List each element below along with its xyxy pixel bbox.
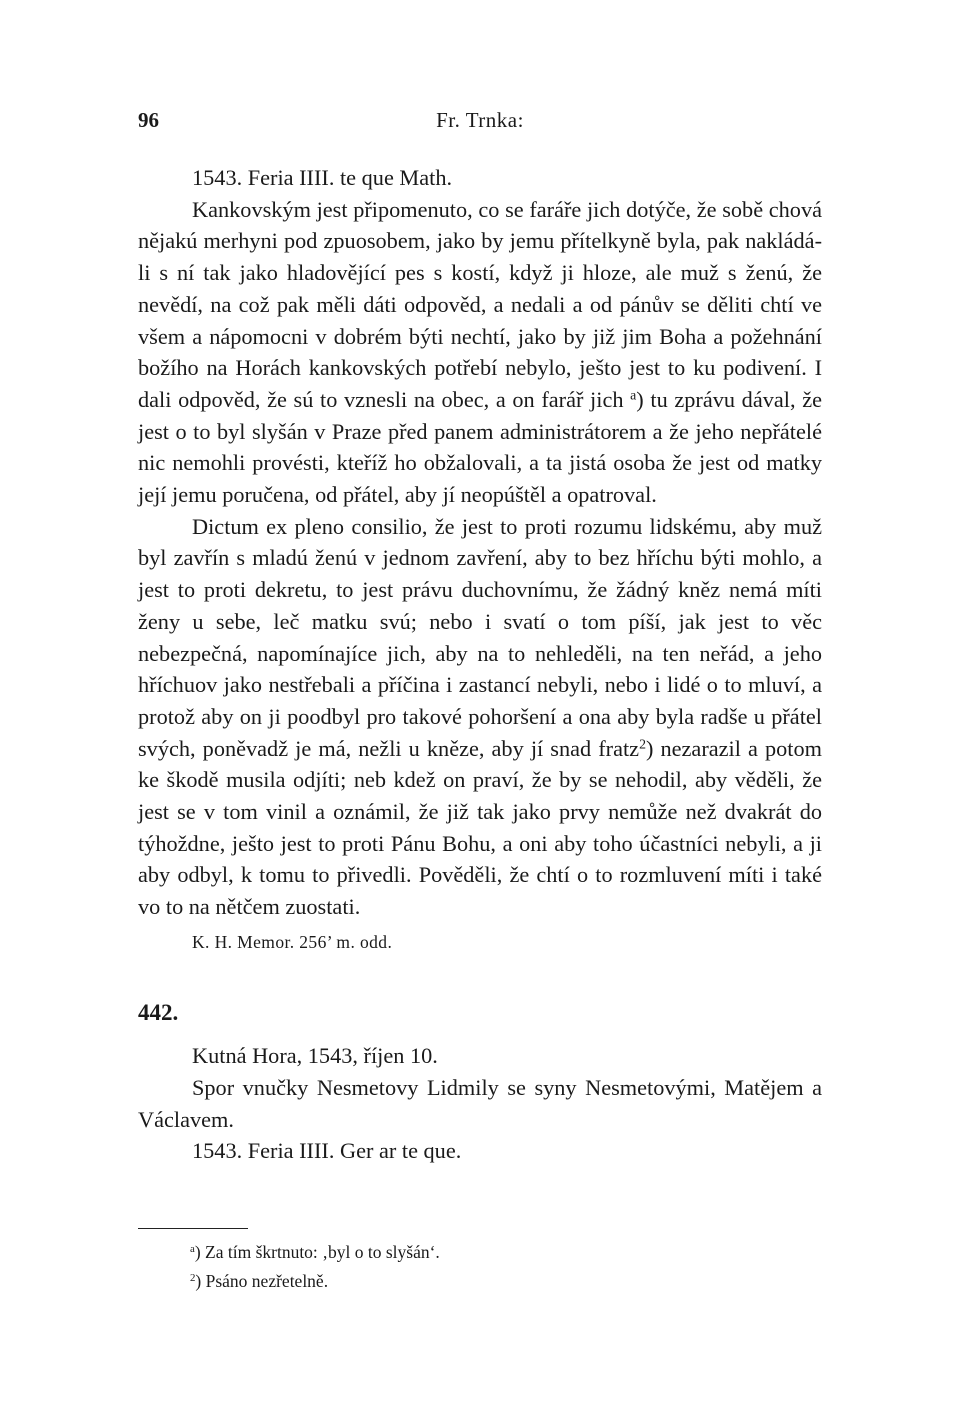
- footnotes: [190, 1238, 440, 1296]
- paragraph-1-text-a: Kankovským jest připomenuto, co se faráře jich dotýče, že sobě chová nějakú merhyni pod zpuosobem, jako by jemu přítelkyně byla, pak nakládá-li s ní tak jako hladovějící pes s kostí, když ji hloze, ale muž s ženú, že nevědí, na což pak měli dáti odpověd, a nedali a od pánův se děliti chtí ve všem a nápomocni v dobrém býti nechtí, jako by již jim Boha a požehnání božího na Horách kankovských potřebí nebylo, ješto jest to ku podivení. I dali odpověd, že sú to vznesli na obec, a on farář jich: [138, 196, 822, 412]
- document-summary: Spor vnučky Nesmetovy Lidmily se syny Nesmetovými, Matějem a Václavem.: [138, 1074, 822, 1132]
- place-date: Kutná Hora, 1543, říjen 10.: [192, 1043, 438, 1069]
- footnote: [190, 1238, 440, 1267]
- entry-date-line-442: 1543. Feria IIII. Ger ar te que.: [192, 1138, 462, 1164]
- paragraph-1-text-b: ) tu zprávu dával, že jest o to byl slyšán v Praze před panem administrátorem a že jeho nepřátelé nic nemohli provésti, kteříž ho obžalovali, a ta jistá osoba že jest od matky její jemu poručena, od přátel, aby jí neopúštěl a opatroval.: [138, 386, 822, 508]
- footnote-ref-2: 2: [639, 736, 646, 752]
- footnote-mark: 2: [190, 1272, 196, 1285]
- document-number: 442.: [138, 999, 179, 1025]
- page-number: 96: [138, 108, 159, 132]
- paragraph-2: [138, 511, 822, 923]
- entry-date-line: 1543. Feria IIII. te que Math.: [192, 165, 453, 190]
- footnote: [190, 1267, 440, 1296]
- footnote-rule: [138, 1228, 248, 1229]
- page-header: [138, 108, 822, 138]
- footnote-ref-a: a: [630, 387, 637, 403]
- page-body: [138, 162, 822, 1167]
- footnote-mark: a: [190, 1243, 195, 1256]
- paragraph-2-text-a: Dictum ex pleno consilio, že jest to proti rozumu lidskému, aby muž byl zavřín s mladú ženú v jednom zavření, aby to bez hříchu býti mohlo, a jest to proti dekretu, to jest právu duchovnímu, že žádný kněz nemá míti ženy u sebe, leč matku svú; nebo i svatí o tom píší, jak jest to věc nebezpečná, napomínajíce jich, aby na to nehleděli, na ten neřád, a jeho hříchuov jako nestřebali a příčina i zastancí nebyli, nebo i lidé o to mluví, a protož aby on ji poodbyl pro takové pohoršení a ona aby byla radše u přátel svých, poněvadž je má, nežli u kněze, aby jí snad fratz: [138, 513, 822, 761]
- footnote-text: ) Za tím škrtnuto: ‚byl o to slyšán‘.: [194, 1242, 440, 1262]
- paragraph-2-text-b: ) nezarazil a potom ke škodě musila odjíti; neb kdež on praví, že by se nehodil, aby věděli, že jest se v tom vinil a oznámil, že již tak jako prvy nemůže než dvakrát do týhoždne, ješto jest to proti Pánu Bohu, a oni aby toho účastníci nebyli, a ji aby odbyl, k tomu to přivedli. Pověděli, že chtí o to rozmluvení míti i také vo to na nětčem zuostati.: [138, 735, 822, 920]
- source-citation: K. H. Memor. 256’ m. odd.: [192, 931, 393, 952]
- paragraph-1: [138, 194, 822, 511]
- running-title: Fr. Trnka:: [436, 108, 524, 132]
- footnote-text: ) Psáno nezřetelně.: [195, 1271, 329, 1291]
